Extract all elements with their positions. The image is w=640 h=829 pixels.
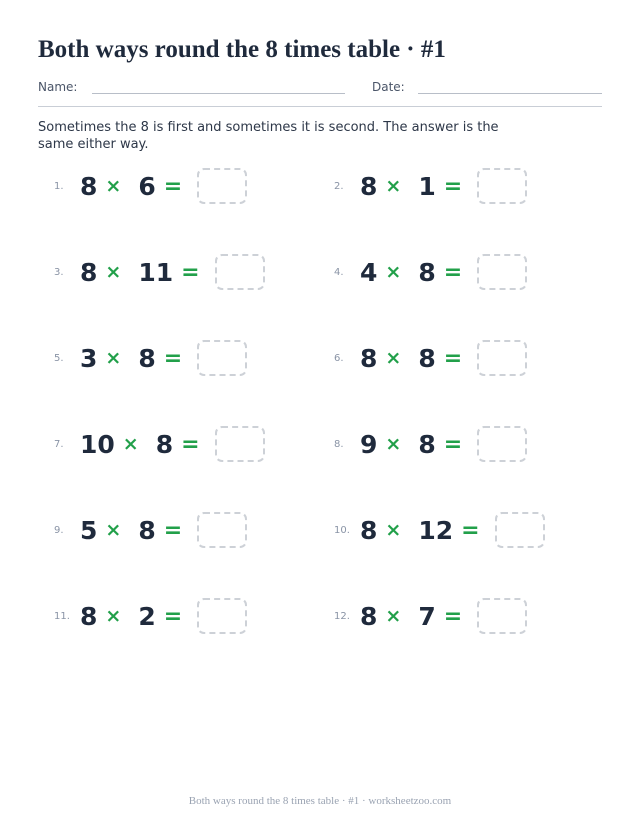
times-sign: × xyxy=(385,519,402,541)
problem-number: 9. xyxy=(54,524,64,536)
right-operand: 8 xyxy=(138,515,156,545)
times-sign: × xyxy=(105,605,122,627)
problem-item xyxy=(318,510,545,550)
name-field[interactable] xyxy=(92,93,345,94)
page-footer: Both ways round the 8 times table · #1 · worksheetzoo.com xyxy=(188,795,452,807)
times-sign: × xyxy=(105,175,122,197)
answer-box[interactable] xyxy=(477,340,527,376)
problem-item xyxy=(38,338,247,378)
problem-number: 1. xyxy=(54,180,64,192)
right-operand: 8 xyxy=(418,257,436,287)
equals-sign: = xyxy=(181,431,200,457)
date-field[interactable] xyxy=(418,93,602,94)
times-sign: × xyxy=(385,433,402,455)
equals-sign: = xyxy=(443,173,463,199)
problem-number: 12. xyxy=(334,610,350,622)
problem-item xyxy=(318,596,527,636)
worksheet-title: Both ways round the 8 times table · #1 xyxy=(38,36,446,63)
answer-box[interactable] xyxy=(477,426,527,462)
answer-box[interactable] xyxy=(477,598,527,634)
equals-sign: = xyxy=(443,345,463,371)
equals-sign: = xyxy=(443,259,463,285)
answer-box[interactable] xyxy=(197,512,247,548)
answer-box[interactable] xyxy=(197,168,247,204)
equals-sign: = xyxy=(461,517,480,543)
problem-number: 5. xyxy=(54,352,64,364)
problem-number: 10. xyxy=(334,524,350,536)
problem-item xyxy=(38,596,247,636)
answer-box[interactable] xyxy=(197,598,247,634)
left-operand: 8 xyxy=(360,515,378,545)
right-operand: 8 xyxy=(138,343,156,373)
name-date-row xyxy=(38,78,602,98)
equals-sign: = xyxy=(443,603,463,629)
problem-item xyxy=(318,338,527,378)
times-sign: × xyxy=(385,347,402,369)
right-operand: 8 xyxy=(155,429,174,459)
name-label: Name: xyxy=(38,80,78,94)
problem-item xyxy=(38,252,265,292)
left-operand: 10 xyxy=(80,429,115,459)
answer-box[interactable] xyxy=(215,426,265,462)
times-sign: × xyxy=(105,261,122,283)
equals-sign: = xyxy=(163,603,183,629)
problem-item xyxy=(318,166,527,206)
left-operand: 8 xyxy=(80,601,98,631)
problem-item xyxy=(38,510,247,550)
problem-number: 2. xyxy=(334,180,344,192)
problem-number: 11. xyxy=(54,610,70,622)
left-operand: 4 xyxy=(360,257,378,287)
answer-box[interactable] xyxy=(477,254,527,290)
right-operand: 12 xyxy=(418,515,454,545)
times-sign: × xyxy=(385,605,402,627)
left-operand: 8 xyxy=(360,171,378,201)
times-sign: × xyxy=(385,261,402,283)
times-sign: × xyxy=(105,519,122,541)
problem-number: 8. xyxy=(334,438,344,450)
problem-item xyxy=(318,252,527,292)
times-sign: × xyxy=(105,347,122,369)
problem-item xyxy=(38,166,247,206)
left-operand: 8 xyxy=(360,601,378,631)
left-operand: 5 xyxy=(80,515,98,545)
equals-sign: = xyxy=(163,517,183,543)
answer-box[interactable] xyxy=(495,512,545,548)
problem-number: 7. xyxy=(54,438,64,450)
answer-box[interactable] xyxy=(477,168,527,204)
problem-number: 3. xyxy=(54,266,64,278)
answer-box[interactable] xyxy=(215,254,265,290)
equals-sign: = xyxy=(163,173,183,199)
left-operand: 8 xyxy=(80,171,98,201)
instructions-text: Sometimes the 8 is first and sometimes it is second. The answer is the same either way. xyxy=(38,120,499,152)
right-operand: 8 xyxy=(418,343,436,373)
equals-sign: = xyxy=(181,259,200,285)
times-sign: × xyxy=(122,433,139,455)
right-operand: 2 xyxy=(138,601,156,631)
left-operand: 9 xyxy=(360,429,378,459)
equals-sign: = xyxy=(163,345,183,371)
problem-number: 4. xyxy=(334,266,344,278)
left-operand: 8 xyxy=(360,343,378,373)
date-label: Date: xyxy=(372,80,405,94)
right-operand: 1 xyxy=(418,171,436,201)
header-divider xyxy=(38,106,602,107)
problem-item xyxy=(318,424,527,464)
right-operand: 8 xyxy=(418,429,436,459)
answer-box[interactable] xyxy=(197,340,247,376)
times-sign: × xyxy=(385,175,402,197)
problem-number: 6. xyxy=(334,352,344,364)
right-operand: 6 xyxy=(138,171,156,201)
left-operand: 3 xyxy=(80,343,98,373)
left-operand: 8 xyxy=(80,257,98,287)
right-operand: 7 xyxy=(418,601,436,631)
right-operand: 11 xyxy=(138,257,174,287)
problem-item xyxy=(38,424,265,464)
equals-sign: = xyxy=(443,431,463,457)
